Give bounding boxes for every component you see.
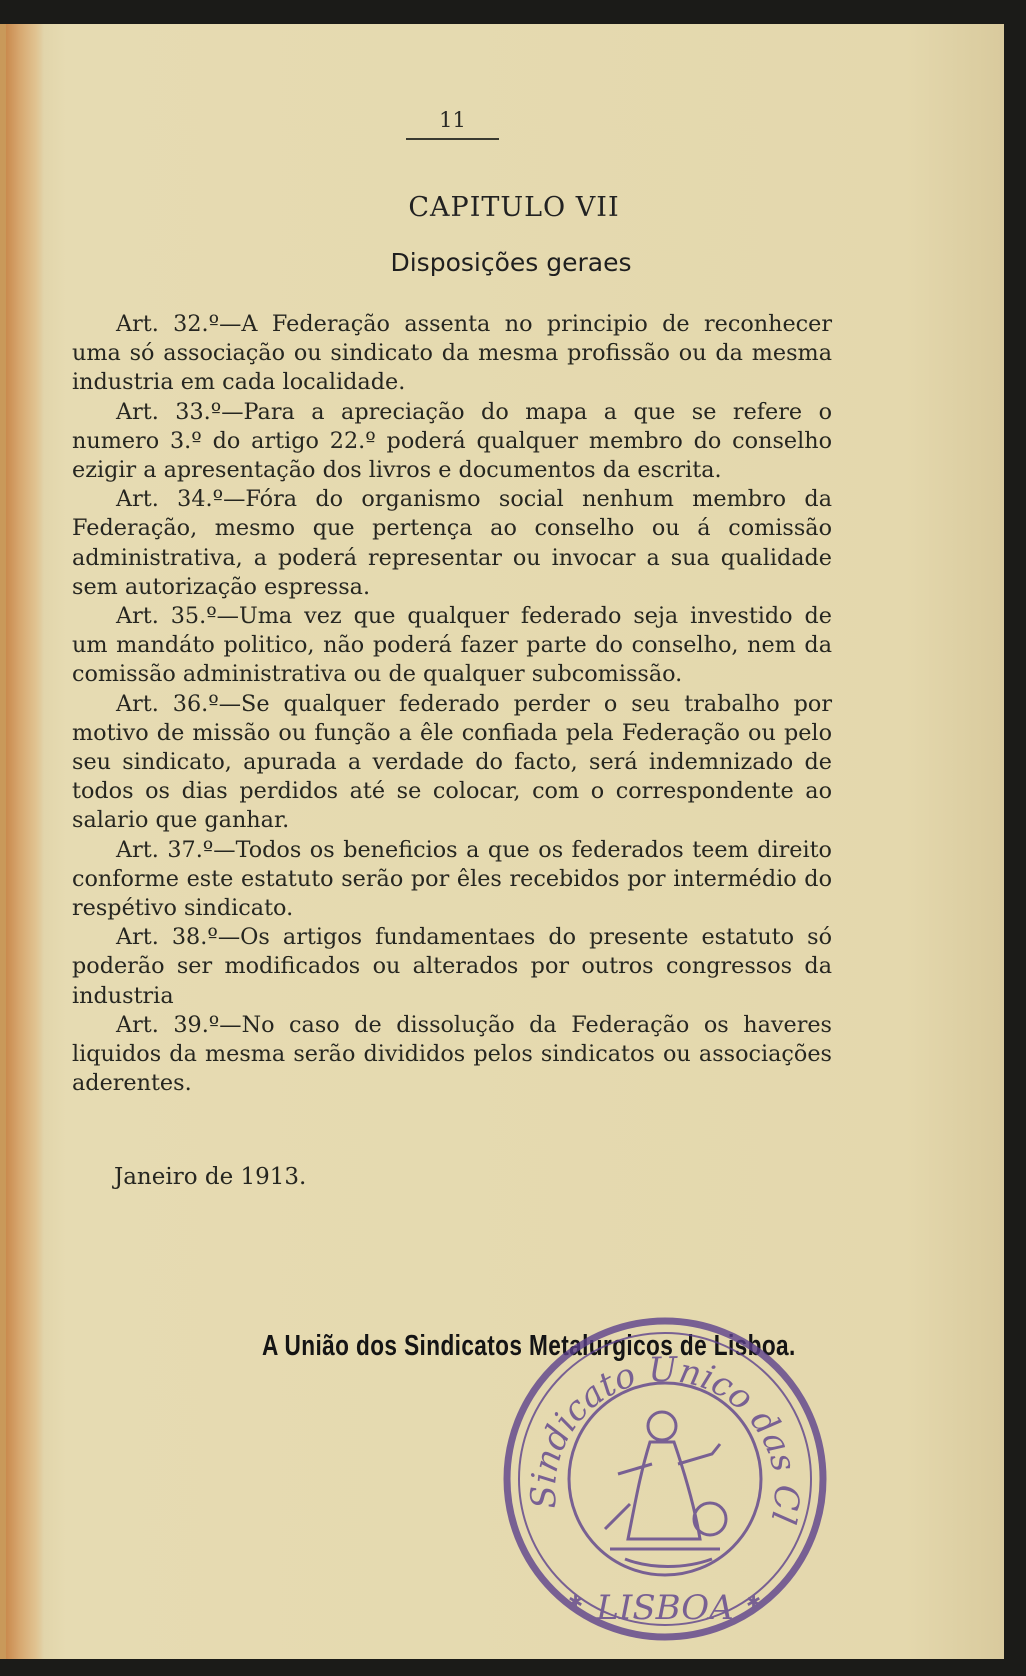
seal-icon <box>500 1314 830 1644</box>
article-35: Art. 35.º—Uma vez que qualquer federado seja investido de um mandáto politico, não poderá fazer parte do conselho, nem da comissão administrativa ou de qualquer subcomissão. <box>72 603 832 688</box>
article-36: Art. 36.º—Se qualquer federado perder o seu trabalho por motivo de missão ou função a êle confiada pela Federação ou pelo seu sindicato, apurada a verdade do facto, será indemnizado de todos os dias perdidos até se colocar, com o correspondente ao salario que ganhar. <box>72 690 832 834</box>
svg-text:Sindicato Unico das Classes Me: Sindicato Unico das Cl <box>523 1349 807 1528</box>
svg-text:LISBOA: LISBOA <box>596 1588 734 1628</box>
union-seal-stamp <box>500 1314 830 1644</box>
article-33: Art. 33.º—Para a apreciação do mapa a que se refere o numero 3.º do artigo 22.º poderá qualquer membro do conselho ezigir a apresentação dos livros e documentos da escrita. <box>72 398 832 484</box>
article-38: Art. 38.º—Os artigos fundamentaes do presente estatuto só poderão ser modificados ou alterados por outros congressos da industria <box>72 924 832 1009</box>
articles-body <box>72 310 832 1098</box>
svg-text:✱: ✱ <box>746 1592 762 1613</box>
section-heading: Disposições geraes <box>390 248 632 277</box>
document-page <box>0 24 1004 1659</box>
article-32: Art. 32.º—A Federação assenta no principio de reconhecer uma só associação ou sindicato da mesma profissão ou da mesma industria em cada localidade. <box>72 311 832 396</box>
article-34: Art. 34.º—Fóra do organismo social nenhum membro da Federação, mesmo que pertença ao conselho ou á comissão administrativa, a poderá representar ou invocar a sua qualidade sem autorização espressa. <box>72 486 832 600</box>
svg-text:✱: ✱ <box>568 1592 584 1613</box>
chapter-title: CAPITULO VII <box>408 192 620 223</box>
signature-line: A União dos Sindicatos Metalurgicos de Lisboa. <box>262 1330 796 1362</box>
article-37: Art. 37.º—Todos os beneficios a que os federados teem direito conforme este estatuto serão por êles recebidos por intermédio do respétivo sindicato. <box>72 836 832 922</box>
document-date: Janeiro de 1913. <box>114 1164 307 1190</box>
article-39: Art. 39.º—No caso de dissolução da Federação os haveres liquidos da mesma serão divididos pelos sindicatos ou associações aderentes. <box>72 1011 832 1097</box>
page-number: 11 <box>406 108 499 140</box>
